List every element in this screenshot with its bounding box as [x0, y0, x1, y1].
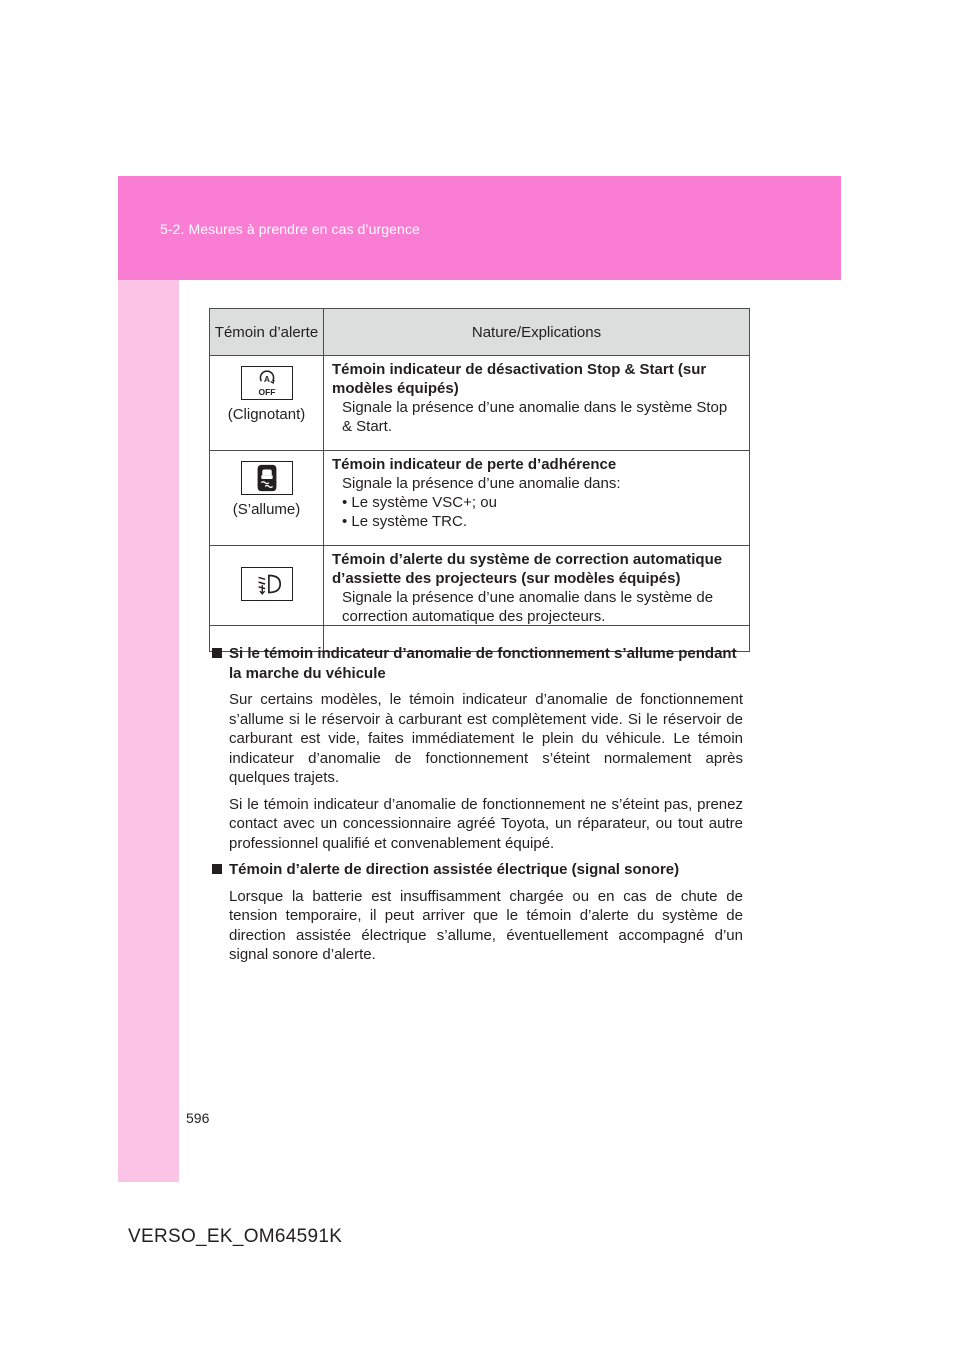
side-band [118, 176, 179, 1182]
paragraph: Sur certains modèles, le témoin indicateur d’anomalie de fonctionnement s’allume si le réservoir à carburant est complètement vide. Si le réservoir de carburant est vide, faites immédiatement le plein du véhicule. Le témoin indicateur d’anomalie de fonctionnement s’éteint normalement après quelques trajets. [229, 691, 743, 786]
column-header-text: Nature/Explications [324, 309, 750, 356]
section-title: 5-2. Mesures à prendre en cas d’urgence [160, 221, 420, 237]
list-item: • Le système VSC+; ou [342, 494, 497, 511]
section-heading-text: Témoin d’alerte de direction assistée électrique (signal sonore) [229, 861, 680, 878]
icon-cell [210, 451, 324, 546]
table-row [210, 451, 750, 546]
section-divider [209, 625, 750, 626]
square-bullet-icon [212, 648, 222, 658]
row-title: Témoin indicateur de désactivation Stop & Start (sur modèles équipés) [332, 361, 707, 397]
stop-start-letter: A [263, 374, 270, 385]
table-row [210, 546, 750, 652]
text-cell [324, 451, 750, 546]
icon-cell [210, 546, 324, 652]
slip-indicator-icon [241, 461, 293, 495]
headlight-leveling-icon [241, 567, 293, 601]
paragraph: Si le témoin indicateur d’anomalie de fonctionnement ne s’éteint pas, prenez contact avec un concessionnaire agréé Toyota, un réparateur, ou tout autre professionnel qualifié et convenablement équipé. [229, 795, 743, 852]
icon-state-label: (Clignotant) [227, 406, 306, 423]
stop-start-off-label: OFF [258, 387, 275, 398]
column-header-icon: Témoin d’alerte [210, 309, 324, 356]
section-heading [212, 644, 743, 683]
row-title: Témoin d’alerte du système de correction automatique d’assiette des projecteurs (sur modèles équipés) [332, 551, 723, 587]
section-heading-text: Si le témoin indicateur d’anomalie de fonctionnement s’allume pendant la marche du véhicule [229, 645, 737, 682]
list-item: • Le système TRC. [342, 513, 468, 530]
document-code: VERSO_EK_OM64591K [128, 1226, 343, 1247]
row-body: Signale la présence d’une anomalie dans le système Stop & Start. [342, 399, 728, 435]
square-bullet-icon [212, 864, 222, 874]
stop-start-off-icon [241, 366, 293, 400]
text-cell [324, 356, 750, 451]
icon-cell [210, 356, 324, 451]
table-row [210, 356, 750, 451]
row-title: Témoin indicateur de perte d’adhérence [332, 456, 617, 473]
table-header-row [210, 309, 750, 356]
paragraph: Lorsque la batterie est insuffisamment chargée ou en cas de chute de tension temporaire, il peut arriver que le témoin d’alerte du système de direction assistée électrique s’allume, éventuellement accompagné d’un signal sonore d’alerte. [229, 887, 743, 963]
text-cell [324, 546, 750, 652]
row-body: Signale la présence d’une anomalie dans: [342, 475, 621, 492]
section-heading [212, 860, 743, 880]
row-body: Signale la présence d’une anomalie dans le système de correction automatique des projecteurs. [342, 589, 714, 625]
main-content [212, 644, 743, 972]
page-number: 596 [186, 1110, 210, 1126]
icon-state-label: (S’allume) [232, 501, 301, 518]
warning-light-table [209, 308, 750, 652]
